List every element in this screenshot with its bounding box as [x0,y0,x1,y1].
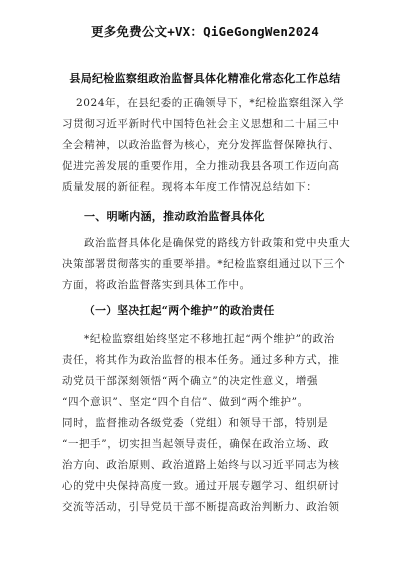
subsection-1-line-5: 同时，监督推动各级党委（党组）和领导干部，特别是 [62,417,329,429]
subsection-1-line-4: “四个意识”、坚定“四个自信”、做到“两个维护”。 [62,396,309,408]
subsection-1-line-3: 动党员干部深刻领悟“两个确立”的决定性意义，增强 [62,375,319,387]
section-1-heading: 一、明晰内涵，推动政治监督具体化 [84,210,265,223]
subsection-1-line-2: 责任，将其作为政治监督的根本任务。通过多种方式，推 [62,354,340,366]
document-title: 县局纪检监察组政治监督具体化精准化常态化工作总结 [69,72,341,85]
subsection-1-line-7: 治方向、政治原则、政治道路上始终与以习近平同志为核 [62,459,340,471]
subsection-1-line-1: *纪检监察组始终坚定不移地扛起“两个维护”的政治 [84,333,335,345]
section-1-line-2: 决策部署贯彻落实的重要举措。*纪检监察组通过以下三个 [62,258,346,270]
subsection-1-line-9: 交流等活动，引导党员干部不断提高政治判断力、政治领 [62,501,340,513]
subsection-1-line-8: 心的党中央保持高度一致。通过开展专题学习、组织研讨 [62,480,340,492]
intro-line-2: 习贯彻习近平新时代中国特色社会主义思想和二十届三中 [62,118,340,130]
section-1-line-1: 政治监督具体化是确保党的路线方针政策和党中央重大 [84,237,351,249]
subsection-1-line-6: “一把手”，切实担当起领导责任，确保在政治立场、政 [62,438,330,450]
subsection-1-heading: （一）坚决扛起“两个维护”的政治责任 [84,304,275,317]
intro-line-1: 2024年，在县纪委的正确领导下，*纪检监察组深入学 [76,97,345,109]
intro-line-5: 质量发展的新征程。现将本年度工作情况总结如下： [62,181,318,193]
promo-banner: 更多免费公文+VX：QiGeGongWen2024 [91,24,319,39]
section-1-line-3: 方面，将政治监督落实到具体工作中。 [62,279,251,291]
intro-line-3: 全会精神，以政治监督为核心，充分发挥监督保障执行、 [62,139,340,151]
intro-line-4: 促进完善发展的重要作用，全力推动我县各项工作迈向高 [62,160,340,172]
